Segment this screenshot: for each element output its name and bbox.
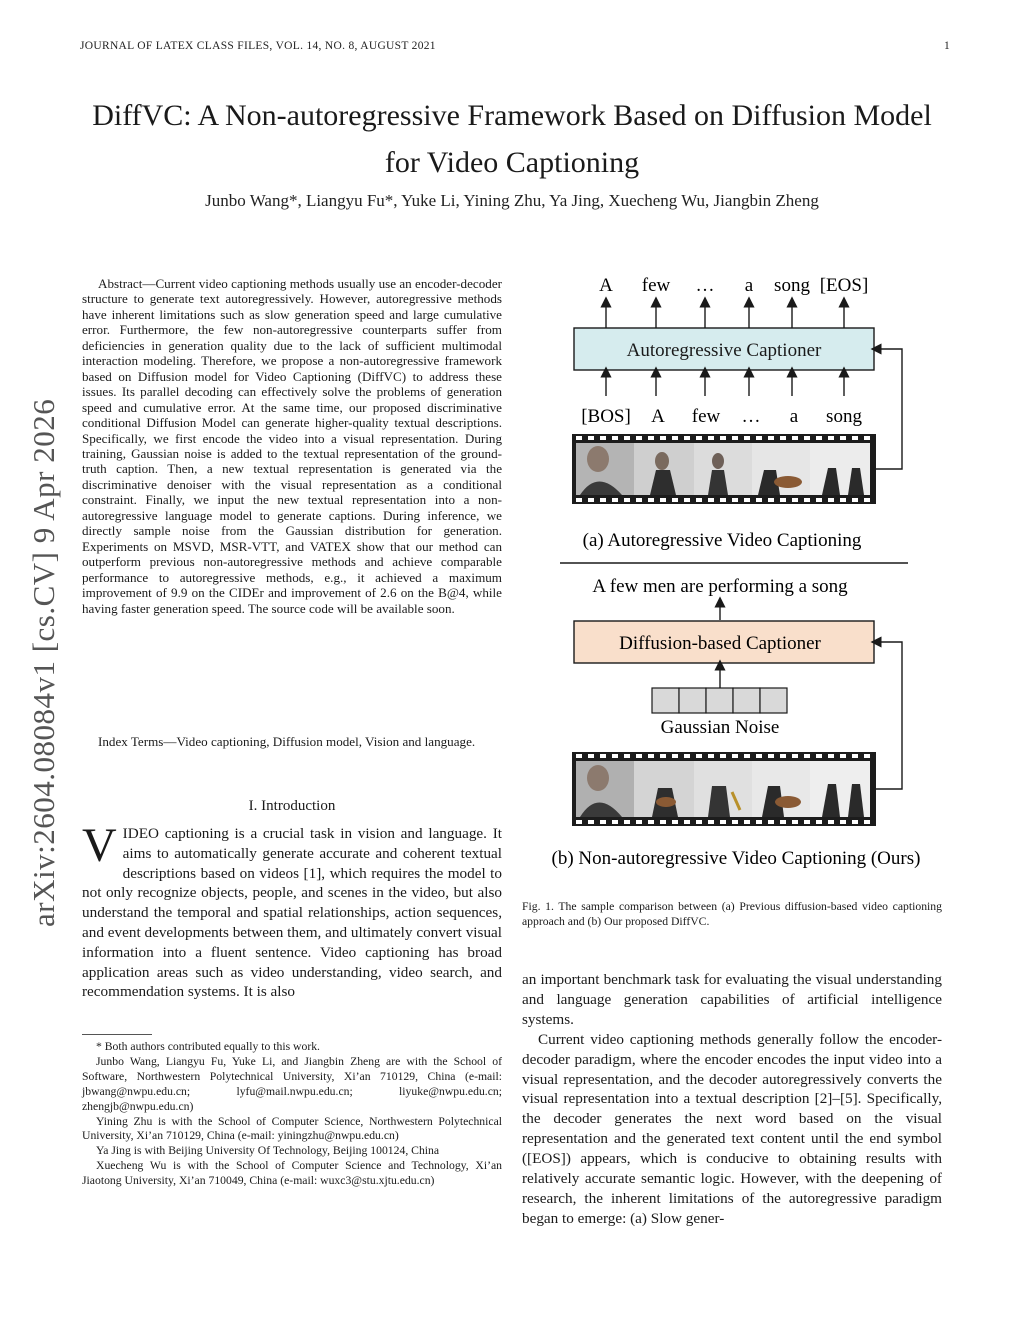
ar-output-token: A — [599, 275, 613, 296]
running-header — [80, 40, 950, 58]
nar-video-connector — [876, 642, 902, 789]
ar-output-token: few — [641, 275, 671, 296]
footnote-affiliation-bjut: Ya Jing is with Beijing University Of Technology, Beijing 100124, China — [96, 1144, 440, 1158]
video-film-strip-b — [572, 752, 876, 826]
footnote-equal-contribution: * Both authors contributed equally to this work. — [96, 1040, 320, 1053]
page-number: 1 — [943, 40, 950, 52]
title-line-2: for Video Captioning — [384, 146, 640, 179]
index-terms — [82, 734, 502, 750]
journal-name: JOURNAL OF LATEX CLASS FILES, VOL. 14, NO. 8, AUGUST 2021 — [80, 40, 436, 52]
abstract — [82, 276, 502, 616]
ar-output-token: song — [774, 275, 810, 296]
figure-caption: Fig. 1. The sample comparison between (a) Previous diffusion-based video captioning approach and (b) Our proposed DiffVC. — [522, 900, 942, 928]
figure-1 — [522, 262, 942, 882]
ar-input-tokens — [581, 406, 862, 427]
ar-input-token: a — [789, 406, 799, 427]
body-paragraph-continued: an important benchmark task for evaluating the visual understanding and language generation capabilities of artificial intelligence systems. — [522, 971, 942, 1028]
ar-input-token: few — [691, 406, 721, 427]
footnote-rule — [82, 1034, 152, 1035]
video-film-strip-a — [572, 434, 876, 504]
section-heading: I. Introduction — [248, 798, 336, 814]
ar-input-token: … — [741, 406, 761, 427]
ar-input-token: [BOS] — [581, 406, 631, 427]
footnote-affiliation-nwpu-cs: Yining Zhu is with the School of Computer Science, Northwestern Polytechnical University, Xi’an 710129, China (e-mail: yiningzhu@nwpu.edu.cn) — [82, 1114, 502, 1143]
ar-video-connector — [876, 349, 902, 469]
index-terms-text: Index Terms—Video captioning, Diffusion model, Vision and language. — [98, 734, 476, 749]
footnote-affiliation-nwpu-software: Junbo Wang, Liangyu Fu, Yuke Li, and Jiangbin Zheng are with the School of Software, Northwestern Polytechnical University, Xi’an 710129, China (e-mail: jbwang@nwpu.edu.cn; lyfu@mail.nwpu.edu.cn; liyuke@nwpu.edu.cn; zhengjb@nwpu.edu.cn) — [82, 1054, 502, 1113]
ar-input-arrows — [606, 372, 844, 396]
arxiv-identifier: arXiv:2604.08084v1 [cs.CV] 9 Apr 2026 — [26, 398, 61, 928]
ar-output-token: a — [744, 275, 754, 296]
ar-subfigure-caption: (a) Autoregressive Video Captioning — [582, 530, 862, 551]
gaussian-noise-label: Gaussian Noise — [660, 717, 780, 738]
title-line-1: DiffVC: A Non-autoregressive Framework Based on Diffusion Model — [92, 99, 932, 132]
ar-input-token: song — [826, 406, 862, 427]
gaussian-noise-vector — [652, 688, 787, 713]
nar-output-sentence: A few men are performing a song — [592, 576, 848, 597]
abstract-text: Abstract—Current video captioning methods usually use an encoder-decoder structure to generate text autoregressively. However, autoregressive methods have inherent limitations such as slow generation speed and large cumulative error. Furthermore, the few non-autoregressive counterparts suffer from deficiencies in generation quality due to the lack of sufficient multimodal interaction modeling. Therefore, we propose a non-autoregressive framework based on Diffusion model for Video Captioning (DiffVC) to address these issues. Its parallel decoding can effectively solve the problems of generation speed and cumulative error. At the same time, our proposed discriminative conditional Diffusion Model can generate higher-quality textual descriptions. Specifically, we first encode the video into a visual representation. During training, Gaussian noise is added to the textual representation of the ground-truth caption. Then, a new textual representation is generated via the discriminative denoiser with the visual representation as a conditional constraint. Finally, we input the new textual representation into a non-autoregressive language model to generate captions. During inference, we directly sample noise from the Gaussian distribution for generation. Experiments on MSVD, MSR-VTT, and VATEX show that our method can outperform previous non-autoregressive methods and achieve comparable performance to autoregressive methods, e.g., it achieved a maximum improvement of 9.9 on the CIDEr and improvement of 2.6 on the B@4, while having faster generation speed. The source code will be available soon. — [82, 276, 502, 616]
right-column-body — [522, 970, 942, 1229]
ar-output-arrows — [606, 302, 844, 328]
footnotes — [82, 1040, 502, 1189]
ar-output-token: [EOS] — [819, 275, 869, 296]
diffusion-captioner-label: Diffusion-based Captioner — [619, 633, 821, 654]
ar-input-token: A — [651, 406, 665, 427]
autoregressive-captioner-label: Autoregressive Captioner — [626, 340, 822, 361]
paper-title — [60, 92, 964, 186]
body-paragraph: Current video captioning methods generally follow the encoder-decoder paradigm, where the encoder encodes the input video into a visual representation, and the decoder autoregressively converts the visual representation into a textual description [2]–[5]. Specifically, the decoder generates the next word based on the visual representation and the generated text content until the end symbol ([EOS]) appears, which is conducive to obtaining results with relatively accurate semantic logic. However, with the deepening of research, the inherent limitations of the autoregressive paradigm began to emerge: (a) Slow gener- — [522, 1030, 942, 1227]
ar-output-tokens — [599, 275, 868, 296]
nar-subfigure-caption: (b) Non-autoregressive Video Captioning (Ours) — [551, 848, 921, 869]
intro-paragraph: IDEO captioning is a crucial task in vision and language. It aims to automatically generate accurate and coherent textual descriptions based on videos [1], which requires the model to not only recognize objects, people, and scenes in the video, but also understand the temporal and spatial relationships, action sequences, and event developments between them, and ultimately convert visual information into a fluent sentence. Video captioning has broad application areas such as video understanding, video search, and recommendation systems. It is also — [82, 825, 502, 1001]
introduction-text — [82, 819, 502, 1002]
figure-1-diagram — [522, 262, 942, 882]
footnote-affiliation-xjtu: Xuecheng Wu is with the School of Computer Science and Technology, Xi’an Jiaotong University, Xi’an 710049, China (e-mail: wuxc3@stu.xjtu.edu.cn) — [82, 1159, 502, 1188]
author-list: Junbo Wang*, Liangyu Fu*, Yuke Li, Yining Zhu, Ya Jing, Xuecheng Wu, Jiangbin Zheng — [205, 191, 819, 210]
ar-output-token: … — [695, 275, 715, 296]
drop-cap: V — [82, 819, 117, 872]
